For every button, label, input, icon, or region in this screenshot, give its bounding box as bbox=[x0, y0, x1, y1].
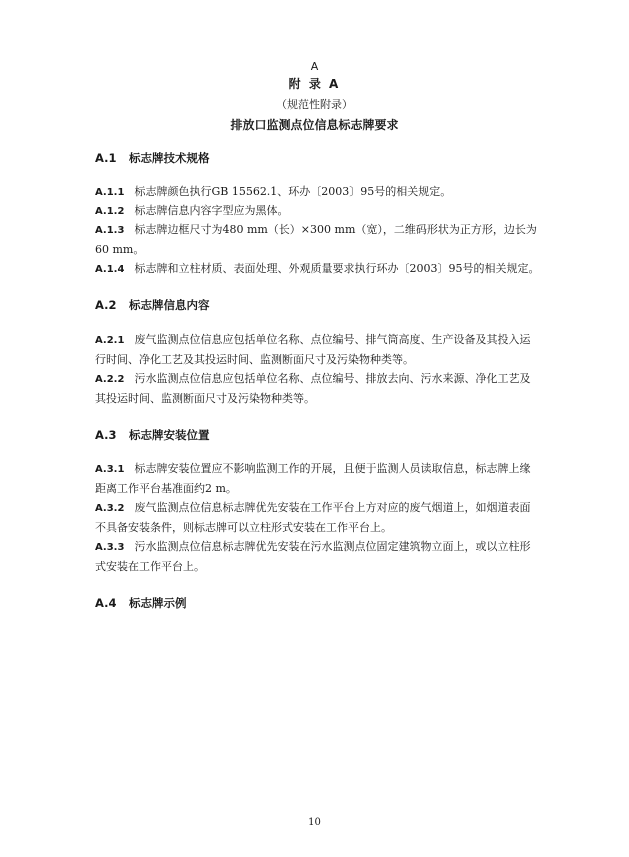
clause-text: 污水监测点位信息标志牌优先安装在污水监测点位固定建筑物立面上，或以立柱形式安装在工作平台上。 bbox=[95, 540, 531, 573]
clause-a1-1 bbox=[95, 182, 541, 202]
clause-a3-1 bbox=[95, 459, 541, 498]
page-number: 10 bbox=[308, 817, 321, 828]
clause-text: 标志牌信息内容字型应为黑体。 bbox=[134, 204, 289, 217]
section-title: 标志牌信息内容 bbox=[129, 298, 210, 312]
clause-text: 标志牌颜色执行GB 15562.1、环办〔2003〕95号的相关规定。 bbox=[134, 185, 452, 198]
clause-a3-3 bbox=[95, 537, 541, 576]
clause-number: A.3.2 bbox=[95, 503, 125, 514]
section-heading-a3 bbox=[95, 427, 210, 443]
clause-text: 标志牌边框尺寸为480 mm（长）×300 mm（宽），二维码形状为正方形，边长为60 mm。 bbox=[95, 223, 537, 256]
clause-number: A.1.2 bbox=[95, 206, 125, 217]
clause-text: 废气监测点位信息应包括单位名称、点位编号、排气筒高度、生产设备及其投入运行时间、净化工艺及其投运时间、监测断面尺寸及污染物种类等。 bbox=[95, 333, 531, 366]
clause-a1-3 bbox=[95, 220, 541, 259]
clause-text: 污水监测点位信息应包括单位名称、点位编号、排放去向、污水来源、净化工艺及其投运时间、监测断面尺寸及污染物种类等。 bbox=[95, 372, 531, 405]
section-heading-a4 bbox=[95, 595, 187, 611]
annex-type: （规范性附录） bbox=[276, 98, 353, 111]
clause-number: A.2.2 bbox=[95, 374, 125, 385]
clause-a3-2 bbox=[95, 498, 541, 537]
clause-number: A.1.4 bbox=[95, 264, 125, 275]
section-title: 标志牌示例 bbox=[129, 596, 187, 610]
clause-text: 标志牌和立柱材质、表面处理、外观质量要求执行环办〔2003〕95号的相关规定。 bbox=[134, 262, 540, 275]
section-number: A.1 bbox=[95, 151, 117, 165]
clause-number: A.1.3 bbox=[95, 225, 125, 236]
clause-number: A.2.1 bbox=[95, 335, 125, 346]
clause-a2-1 bbox=[95, 330, 541, 369]
clause-a1-4 bbox=[95, 259, 541, 279]
document-title: 排放口监测点位信息标志牌要求 bbox=[230, 118, 399, 132]
clause-a2-2 bbox=[95, 369, 541, 408]
clause-number: A.3.3 bbox=[95, 542, 125, 553]
section-title: 标志牌技术规格 bbox=[129, 151, 210, 165]
section-heading-a1 bbox=[95, 150, 210, 166]
clause-number: A.3.1 bbox=[95, 464, 125, 475]
annex-label: A bbox=[310, 60, 319, 73]
section-number: A.3 bbox=[95, 428, 117, 442]
section-heading-a2 bbox=[95, 297, 210, 313]
section-number: A.2 bbox=[95, 298, 117, 312]
clause-number: A.1.1 bbox=[95, 187, 125, 198]
section-title: 标志牌安装位置 bbox=[129, 428, 210, 442]
clause-a1-2 bbox=[95, 201, 541, 221]
clause-text: 标志牌安装位置应不影响监测工作的开展，且便于监测人员读取信息，标志牌上缘距离工作平台基准面约2 m。 bbox=[95, 462, 531, 495]
section-number: A.4 bbox=[95, 596, 117, 610]
clause-text: 废气监测点位信息标志牌优先安装在工作平台上方对应的废气烟道上，如烟道表面不具备安装条件，则标志牌可以立柱形式安装在工作平台上。 bbox=[95, 501, 531, 534]
annex-title: 附 录 A bbox=[288, 77, 341, 91]
